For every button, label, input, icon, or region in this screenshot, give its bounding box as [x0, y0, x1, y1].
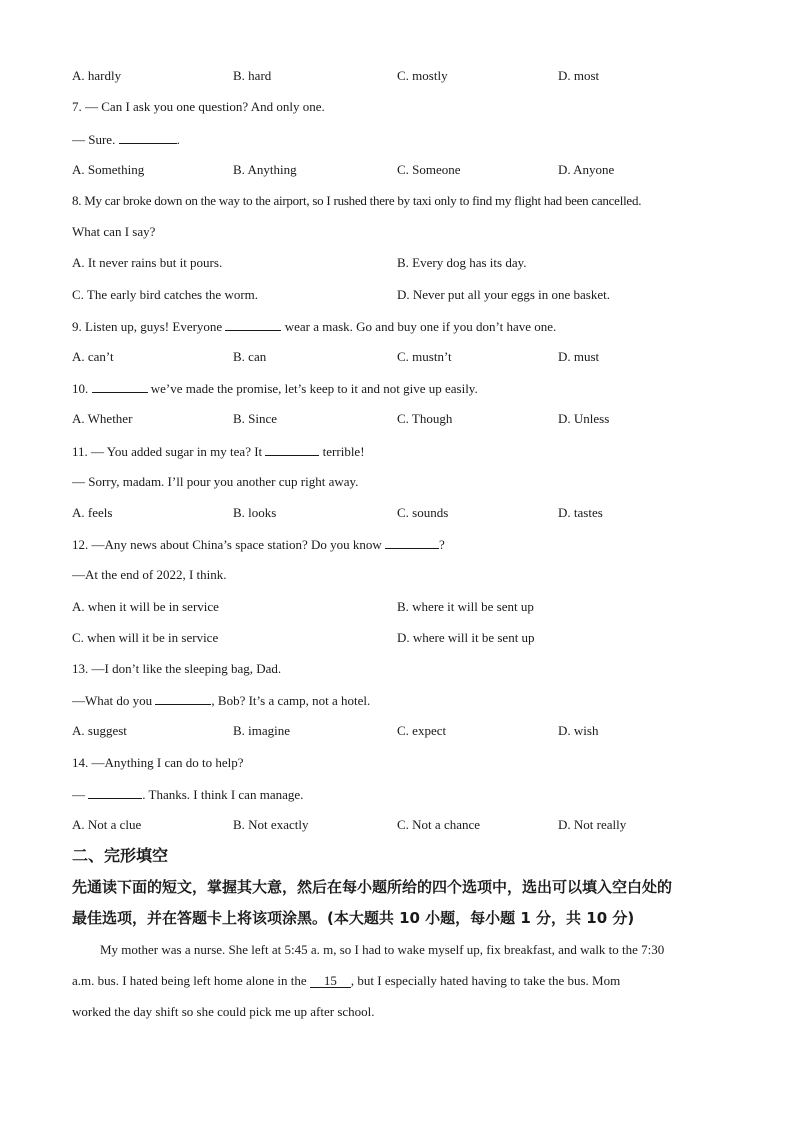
q10-stem-post: we’ve made the promise, let’s keep to it and not give up easily.	[150, 381, 478, 396]
q12-blank	[385, 536, 439, 549]
q14-stem: 14. —Anything I can do to help?	[72, 755, 244, 770]
q10-blank	[92, 380, 148, 393]
q13-option-d[interactable]: D. wish	[558, 723, 599, 738]
q10-stem-pre: 10.	[72, 381, 89, 396]
blank-15[interactable]: 15	[310, 974, 351, 988]
q10-option-d[interactable]: D. Unless	[558, 411, 610, 426]
q9-option-d[interactable]: D. must	[558, 349, 600, 364]
q8-stem-line1: 8. My car broke down on the way to the airport, so I rushed there by taxi only to find my flight had been cancelled.	[72, 193, 642, 208]
q12-option-a[interactable]: A. when it will be in service	[72, 599, 219, 614]
passage-line2-post: , but I especially hated having to take the bus. Mom	[350, 973, 621, 988]
q12-option-c[interactable]: C. when will it be in service	[72, 630, 219, 645]
q7-option-a[interactable]: A. Something	[72, 162, 145, 177]
section-instructions-line2: 最佳选项，并在答题卡上将该项涂黑。(本大题共 10 小题，每小题 1 分，共 10 分)	[72, 909, 635, 927]
q12-option-d[interactable]: D. where will it be sent up	[397, 630, 535, 645]
q8-option-a[interactable]: A. It never rains but it pours.	[72, 255, 223, 270]
q9-stem	[72, 318, 556, 335]
q10-option-a[interactable]: A. Whether	[72, 411, 133, 426]
q12-option-b[interactable]: B. where it will be sent up	[397, 599, 534, 614]
q14-blank	[88, 786, 142, 799]
q14-option-c[interactable]: C. Not a chance	[397, 817, 481, 832]
q10-option-b[interactable]: B. Since	[233, 411, 278, 426]
q13-reply-pre: —What do you	[72, 693, 153, 708]
q11-stem-pre: 11. — You added sugar in my tea? It	[72, 444, 263, 459]
q14-option-a[interactable]: A. Not a clue	[72, 817, 142, 832]
q11-option-a[interactable]: A. feels	[72, 505, 113, 520]
q11-option-d[interactable]: D. tastes	[558, 505, 603, 520]
q9-stem-pre: 9. Listen up, guys! Everyone	[72, 319, 223, 334]
q9-option-c[interactable]: C. mustn’t	[397, 349, 452, 364]
q13-reply-post: , Bob? It’s a camp, not a hotel.	[211, 693, 371, 708]
q11-option-b[interactable]: B. looks	[233, 505, 277, 520]
q9-option-a[interactable]: A. can’t	[72, 349, 114, 364]
q7-reply-pre: — Sure.	[72, 132, 116, 147]
q9-blank	[225, 318, 281, 331]
q7-option-d[interactable]: D. Anyone	[558, 162, 615, 177]
q7-stem: 7. — Can I ask you one question? And only one.	[72, 99, 325, 114]
q14-reply-pre: —	[72, 787, 85, 802]
q6-option-b[interactable]: B. hard	[233, 68, 272, 83]
section-instructions-line1: 先通读下面的短文，掌握其大意，然后在每小题所给的四个选项中，选出可以填入空白处的	[72, 878, 673, 896]
q13-reply	[72, 692, 370, 709]
q9-option-b[interactable]: B. can	[233, 349, 267, 364]
q8-stem-line2: What can I say?	[72, 224, 156, 239]
q6-option-a[interactable]: A. hardly	[72, 68, 122, 83]
q11-reply: — Sorry, madam. I’ll pour you another cup right away.	[72, 474, 359, 489]
q10-stem	[72, 380, 478, 397]
q14-option-d[interactable]: D. Not really	[558, 817, 627, 832]
passage-line2-pre: a.m. bus. I hated being left home alone in the	[72, 973, 307, 988]
q13-option-b[interactable]: B. imagine	[233, 723, 291, 738]
q7-reply-post: .	[176, 132, 180, 147]
q14-reply	[72, 786, 303, 803]
q8-option-b[interactable]: B. Every dog has its day.	[397, 255, 527, 270]
q13-blank	[155, 692, 211, 705]
q11-stem-post: terrible!	[322, 444, 365, 459]
q7-option-b[interactable]: B. Anything	[233, 162, 297, 177]
q14-option-b[interactable]: B. Not exactly	[233, 817, 309, 832]
passage-line2	[72, 973, 620, 989]
passage-line1: My mother was a nurse. She left at 5:45 a. m, so I had to wake myself up, fix breakfast, and walk to the 7:30	[100, 942, 665, 957]
q12-stem-post: ?	[439, 537, 445, 552]
q13-option-c[interactable]: C. expect	[397, 723, 447, 738]
passage-line3: worked the day shift so she could pick me up after school.	[72, 1004, 375, 1019]
q12-stem-pre: 12. —Any news about China’s space station? Do you know	[72, 537, 382, 552]
q8-option-d[interactable]: D. Never put all your eggs in one basket.	[397, 287, 611, 302]
q7-blank	[119, 131, 177, 144]
q7-option-c[interactable]: C. Someone	[397, 162, 461, 177]
q12-reply: —At the end of 2022, I think.	[72, 567, 227, 582]
q10-option-c[interactable]: C. Though	[397, 411, 453, 426]
q12-stem	[72, 536, 445, 553]
section-title: 二、完形填空	[72, 846, 169, 865]
q11-option-c[interactable]: C. sounds	[397, 505, 449, 520]
q14-reply-post: . Thanks. I think I can manage.	[142, 787, 304, 802]
q7-reply	[72, 131, 180, 148]
q9-stem-post: wear a mask. Go and buy one if you don’t have one.	[284, 319, 557, 334]
q13-option-a[interactable]: A. suggest	[72, 723, 127, 738]
q11-stem	[72, 443, 365, 460]
q6-option-d[interactable]: D. most	[558, 68, 600, 83]
q6-option-c[interactable]: C. mostly	[397, 68, 448, 83]
q8-option-c[interactable]: C. The early bird catches the worm.	[72, 287, 259, 302]
q11-blank	[265, 443, 319, 456]
q13-stem: 13. —I don’t like the sleeping bag, Dad.	[72, 661, 282, 676]
